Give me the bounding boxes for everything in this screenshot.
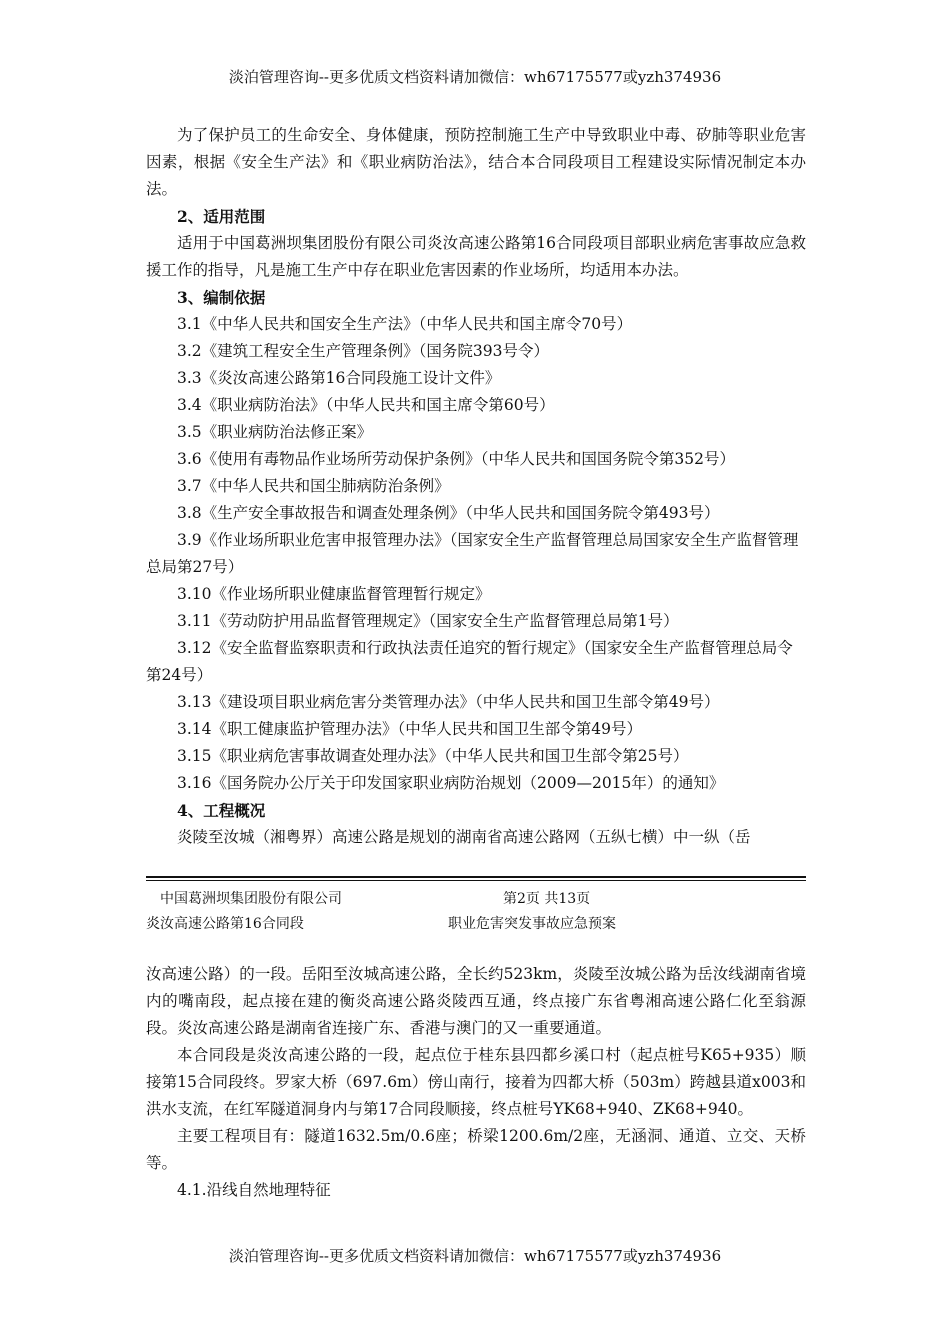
watermark-footer: 淡泊管理咨询--更多优质文档资料请加微信：wh67175577或yzh374936 [228,1247,722,1265]
ref-item: 3.6《使用有毒物品作业场所劳动保护条例》（中华人民共和国国务院令第352号） [177,450,735,468]
ref-item: 3.13《建设项目职业病危害分类管理办法》（中华人民共和国卫生部令第49号） [177,693,720,711]
ref-item: 3.12《安全监督监察职责和行政执法责任追究的暂行规定》（国家安全生产监督管理总局令第24号） [146,639,793,684]
footer-page-number: 第2页 共13页 [503,891,591,907]
overview-paragraph-2: 本合同段是炎汝高速公路的一段，起点位于桂东县四都乡溪口村（起点桩号K65+935）顺接第15合同段终。罗家大桥（697.6m）傍山南行，接着为四都大桥（503m）跨越县道x003和洪水支流，在红军隧道洞身内与第17合同段顺接，终点桩号YK68+940、ZK68+940。 [146,1046,806,1118]
section3-heading: 3、编制依据 [177,288,266,307]
footer-company: 中国葛洲坝集团股份有限公司 [160,891,342,907]
section4-heading: 4、工程概况 [177,801,266,820]
footer-rule-thick [146,876,806,878]
ref-item: 3.9《作业场所职业危害申报管理办法》（国家安全生产监督管理总局国家安全生产监督管理总局第27号） [146,531,799,576]
ref-item: 3.16《国务院办公厅关于印发国家职业病防治规划（2009—2015年）的通知》 [177,774,725,792]
ref-item: 3.15《职业病危害事故调查处理办法》（中华人民共和国卫生部令第25号） [177,747,689,765]
ref-item: 3.14《职工健康监护管理办法》（中华人民共和国卫生部令第49号） [177,720,642,738]
footer-doc-title: 职业危害突发事故应急预案 [448,916,616,932]
ref-item: 3.8《生产安全事故报告和调查处理条例》（中华人民共和国国务院令第493号） [177,504,720,522]
ref-item: 3.4《职业病防治法》（中华人民共和国主席令第60号） [177,396,555,414]
footer-project: 炎汝高速公路第16合同段 [146,916,304,932]
overview-paragraph-3: 主要工程项目有：隧道1632.5m/0.6座；桥梁1200.6m/2座，无涵洞、通道、立交、天桥等。 [146,1127,806,1172]
watermark-header: 淡泊管理咨询--更多优质文档资料请加微信：wh67175577或yzh374936 [228,68,722,86]
page1-body [146,122,806,851]
section2-heading: 2、适用范围 [177,207,266,226]
ref-item: 3.5《职业病防治法修正案》 [177,423,373,441]
overview-paragraph-1: 汝高速公路）的一段。岳阳至汝城高速公路，全长约523km，炎陵至汝城公路为岳汝线湖南省境内的嘴南段，起点接在建的衡炎高速公路炎陵西互通，终点接广东省粤湘高速公路仁化至翁源段。炎汝高速公路是湖南省连接广东、香港与澳门的又一重要通道。 [146,965,806,1037]
section2-paragraph: 适用于中国葛洲坝集团股份有限公司炎汝高速公路第16合同段项目部职业病危害事故应急救援工作的指导，凡是施工生产中存在职业危害因素的作业场所，均适用本办法。 [146,234,806,279]
footer-rule-thin [146,880,806,881]
ref-item: 3.2《建筑工程安全生产管理条例》（国务院393号令） [177,342,549,360]
ref-item: 3.10《作业场所职业健康监督管理暂行规定》 [177,585,491,603]
ref-item: 3.3《炎汝高速公路第16合同段施工设计文件》 [177,369,501,387]
intro-paragraph: 为了保护员工的生命安全、身体健康，预防控制施工生产中导致职业中毒、矽肺等职业危害因素，根据《安全生产法》和《职业病防治法》，结合本合同段项目工程建设实际情况制定本办法。 [146,126,806,198]
subsection-4-1: 4.1.沿线自然地理特征 [177,1181,331,1199]
ref-item: 3.11《劳动防护用品监督管理规定》（国家安全生产监督管理总局第1号） [177,612,679,630]
ref-item: 3.7《中华人民共和国尘肺病防治条例》 [177,477,450,495]
ref-item: 3.1《中华人民共和国安全生产法》（中华人民共和国主席令70号） [177,315,633,333]
page2-body [146,961,806,1204]
section4-first-line: 炎陵至汝城（湘粤界）高速公路是规划的湖南省高速公路网（五纵七横）中一纵（岳 [177,828,751,846]
